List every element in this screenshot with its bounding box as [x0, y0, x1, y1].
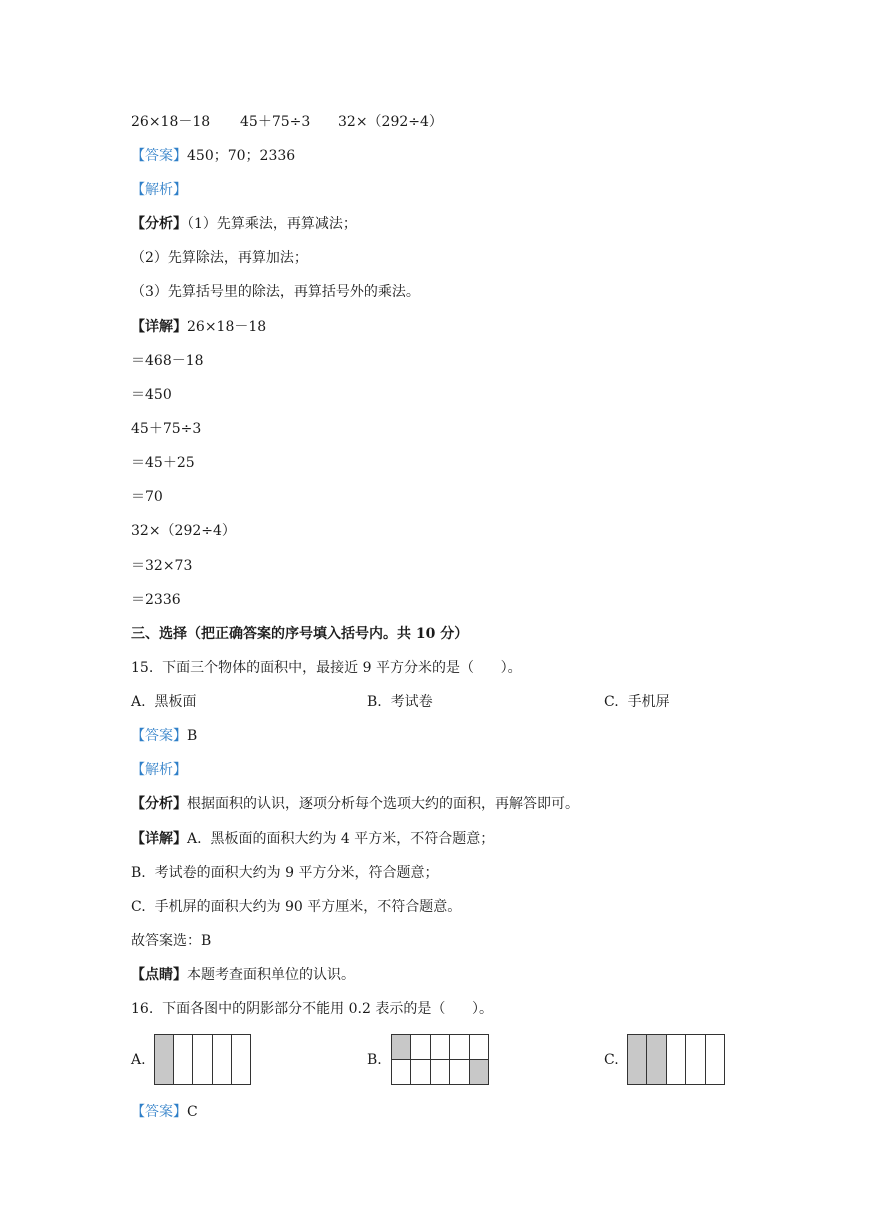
- q14-analysis-tag: 【解析】: [131, 182, 187, 198]
- blank-cell: [706, 1035, 725, 1085]
- blank-cell: [411, 1035, 430, 1060]
- fenxi-text: 根据面积的认识，逐项分析每个选项大约的面积，再解答即可。: [187, 796, 579, 812]
- q14-answer-line: [131, 147, 295, 165]
- shaded-cell: [155, 1035, 174, 1085]
- q15-option-a: A. 黑板面: [131, 694, 197, 710]
- fenxi-text: （1）先算乘法，再算减法；: [187, 216, 357, 232]
- q14-fenxi-line-3: （3）先算括号里的除法，再算括号外的乘法。: [131, 284, 420, 300]
- section-heading: 三、选择（把正确答案的序号填入括号内。共 10 分）: [131, 626, 469, 642]
- detail-text: A. 黑板面的面积大约为 4 平方米，不符合题意；: [187, 831, 495, 847]
- q16-option-c-label: C.: [604, 1052, 619, 1068]
- answer-tag: 【答案】: [131, 148, 187, 164]
- expression-3: 32×（292÷4）: [338, 114, 443, 130]
- answer-text: C: [187, 1104, 198, 1120]
- q14-step: ＝32×73: [131, 558, 193, 574]
- blank-cell: [686, 1035, 705, 1085]
- blank-cell: [411, 1060, 430, 1085]
- q14-step: 32×（292÷4）: [131, 523, 236, 539]
- q15-detail-line: [131, 830, 494, 848]
- answer-tag: 【答案】: [131, 728, 187, 744]
- blank-cell: [431, 1060, 450, 1085]
- q16-figure-a: [154, 1034, 251, 1085]
- dianjing-tag: 【点睛】: [131, 967, 187, 983]
- shaded-cell: [628, 1035, 647, 1085]
- blank-cell: [213, 1035, 232, 1085]
- blank-cell: [450, 1035, 469, 1060]
- dianjing-text: 本题考查面积单位的认识。: [187, 967, 355, 983]
- q15-analysis-tag: 【解析】: [131, 762, 187, 778]
- q15-question: 15. 下面三个物体的面积中，最接近 9 平方分米的是（ ）。: [131, 660, 522, 676]
- q14-fenxi-line-2: （2）先算除法，再算加法；: [131, 250, 308, 266]
- q16-option-b-label: B.: [367, 1052, 382, 1068]
- blank-cell: [470, 1035, 489, 1060]
- q15-option-b: B. 考试卷: [367, 694, 433, 710]
- q15-conclusion: 故答案选：B: [131, 933, 212, 949]
- blank-cell: [193, 1035, 212, 1085]
- blank-cell: [392, 1060, 411, 1085]
- shaded-cell: [470, 1060, 489, 1085]
- q15-detail-b: B. 考试卷的面积大约为 9 平方分米，符合题意；: [131, 865, 439, 881]
- q14-step: ＝450: [131, 387, 172, 403]
- q14-detail-line: [131, 318, 266, 336]
- shaded-cell: [392, 1035, 411, 1060]
- answer-tag: 【答案】: [131, 1104, 187, 1120]
- fenxi-tag: 【分析】: [131, 796, 187, 812]
- q15-answer-line: [131, 727, 197, 745]
- answer-text: 450；70；2336: [187, 148, 296, 164]
- q14-step: ＝2336: [131, 592, 181, 608]
- fenxi-tag: 【分析】: [131, 216, 187, 232]
- blank-cell: [232, 1035, 251, 1085]
- expression-1: 26×18－18: [131, 114, 211, 130]
- q16-question: 16. 下面各图中的阴影部分不能用 0.2 表示的是（ ）。: [131, 1001, 494, 1017]
- detail-tag: 【详解】: [131, 319, 187, 335]
- answer-text: B: [187, 728, 198, 744]
- q16-option-a-label: A.: [131, 1052, 146, 1068]
- blank-cell: [174, 1035, 193, 1085]
- q14-step: 45＋75÷3: [131, 421, 202, 437]
- q16-figure-b: [391, 1034, 489, 1085]
- q14-step: ＝468－18: [131, 353, 204, 369]
- q15-detail-c: C. 手机屏的面积大约为 90 平方厘米，不符合题意。: [131, 899, 462, 915]
- blank-cell: [667, 1035, 686, 1085]
- q15-fenxi-line: [131, 795, 579, 813]
- q15-option-c: C. 手机屏: [604, 694, 670, 710]
- detail-tag: 【详解】: [131, 831, 187, 847]
- shaded-cell: [647, 1035, 666, 1085]
- expression-2: 45＋75÷3: [240, 114, 311, 130]
- blank-cell: [450, 1060, 469, 1085]
- q14-step: ＝45＋25: [131, 455, 195, 471]
- detail-text: 26×18－18: [187, 319, 267, 335]
- q14-fenxi-line: [131, 215, 357, 233]
- blank-cell: [431, 1035, 450, 1060]
- q14-step: ＝70: [131, 489, 163, 505]
- q15-dianjing-line: [131, 966, 355, 984]
- q16-answer-line: [131, 1103, 198, 1121]
- q16-figure-c: [627, 1034, 725, 1085]
